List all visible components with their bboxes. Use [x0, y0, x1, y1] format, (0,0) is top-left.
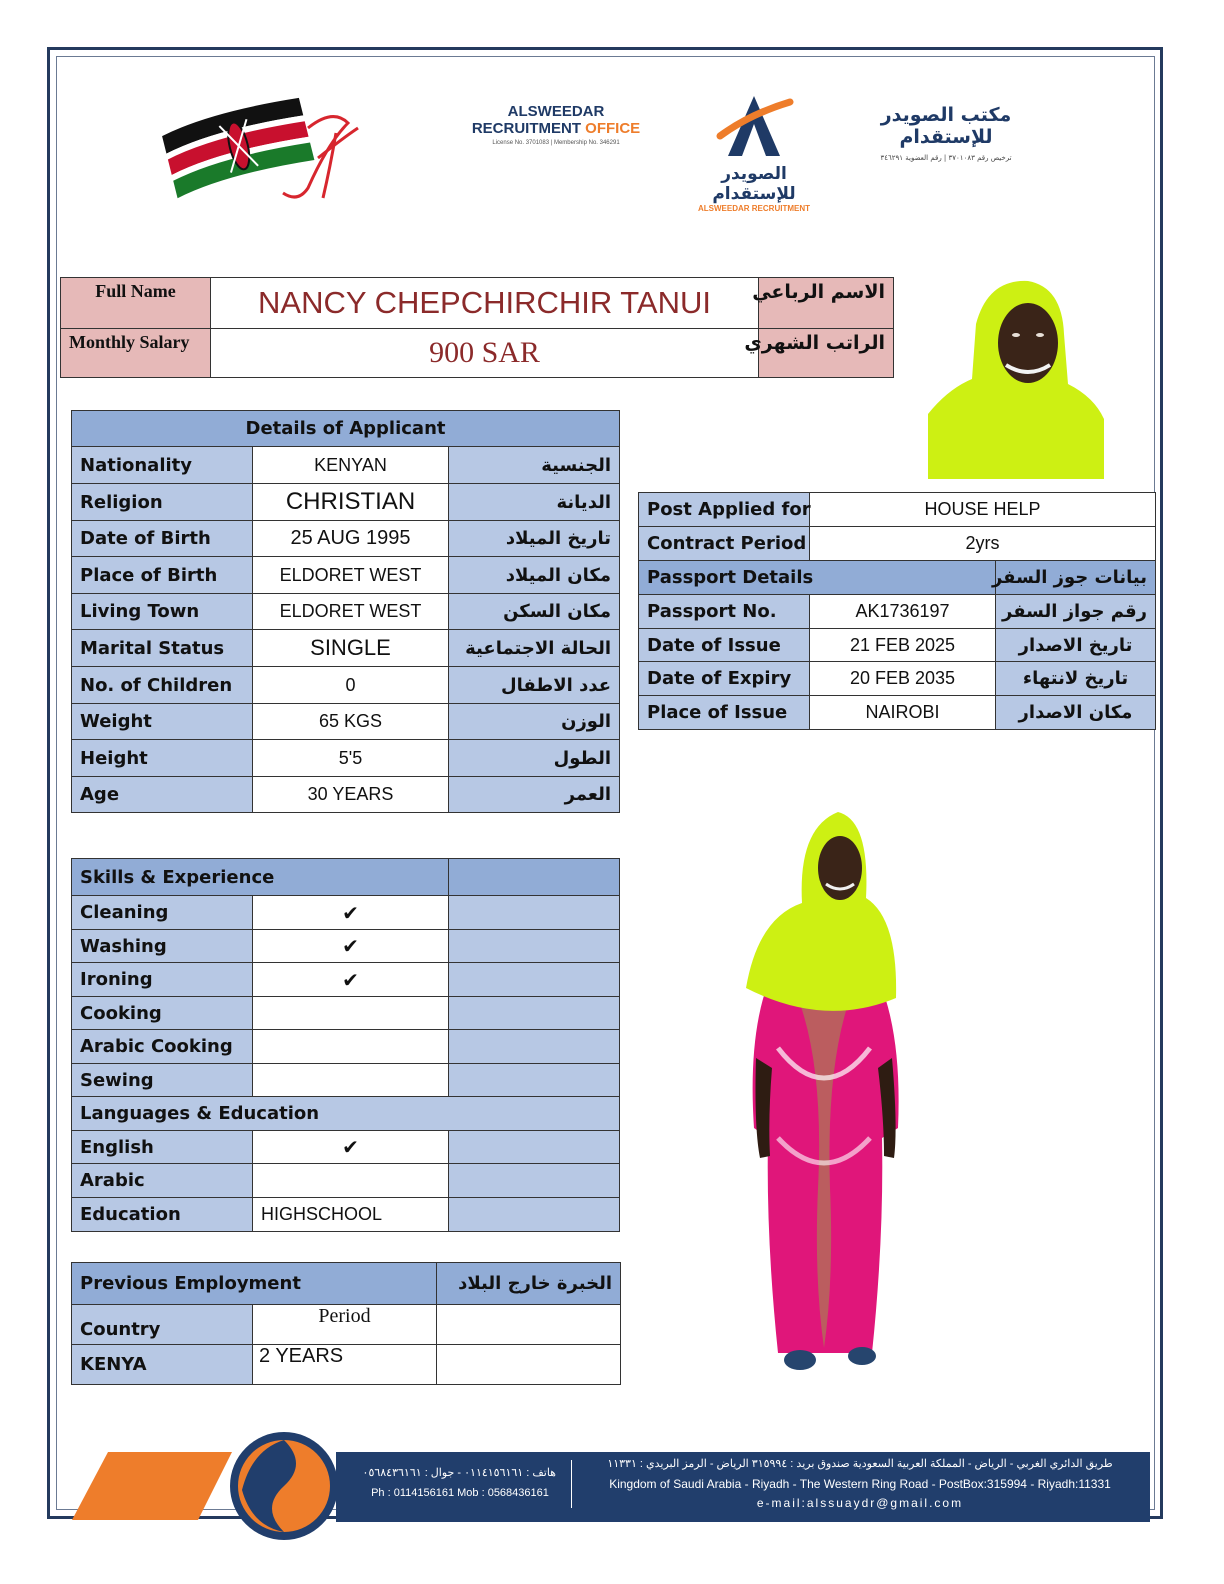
post-value: HOUSE HELP: [810, 493, 1156, 527]
skill-check: [253, 1064, 449, 1097]
salary-value: 900 SAR: [211, 329, 759, 378]
applicant-full-body-photo: [738, 808, 910, 1380]
employment-blank: [437, 1345, 621, 1385]
details-row: [72, 667, 620, 704]
footer-address-ar: طريق الدائري الغربي - الرياض - المملكة العربية السعودية صندوق بريد : ٣١٥٩٩٤ الرياض - الرمز البريدي : ١١٣٣١: [607, 1458, 1113, 1470]
logo-office: OFFICE: [585, 120, 641, 137]
employment-title-ar: الخبرة خارج البلاد: [437, 1263, 621, 1305]
footer-address-en: Kingdom of Saudi Arabia - Riyadh - The Western Ring Road - PostBox:315994 - Riyadh:11331: [609, 1477, 1111, 1491]
details-row: [72, 484, 620, 521]
skill-row: [72, 896, 620, 930]
skills-table: [71, 858, 620, 1232]
footer-email[interactable]: e-mail:alssuaydr@gmail.com: [756, 1496, 964, 1510]
skill-check: [253, 997, 449, 1030]
row-label: Height: [72, 740, 253, 777]
footer-phone-ar: هاتف : ٠١١٤١٥٦١٦١ - جوال : ٠٥٦٨٤٣٦١٦١: [362, 1467, 556, 1479]
details-row: [72, 521, 620, 557]
skill-row: [72, 997, 620, 1030]
row-label: Date of Birth: [72, 521, 253, 557]
row-ar: الوزن: [449, 704, 620, 740]
row-value: ELDORET WEST: [253, 557, 449, 594]
alsweedar-center-logo: [684, 92, 824, 213]
skill-check: ✔: [253, 930, 449, 963]
right-logo-sub: ترخيص رقم ٣٧٠١٠٨٣ | رقم العضوية ٣٤٦٢٩١: [880, 154, 1012, 162]
employment-blank: [437, 1305, 621, 1345]
row-value: 65 KGS: [253, 704, 449, 740]
row-value: 25 AUG 1995: [253, 521, 449, 557]
passport-title: Passport Details: [639, 561, 996, 595]
row-ar: رقم جواز السفر: [996, 595, 1156, 629]
row-label: Date of Expiry: [639, 662, 810, 696]
details-row: [72, 447, 620, 484]
details-row: [72, 777, 620, 813]
skill-label: Washing: [72, 930, 253, 963]
skill-label: Cleaning: [72, 896, 253, 930]
row-value: 20 FEB 2035: [810, 662, 996, 696]
education-blank: [449, 1198, 620, 1232]
period-col-label: Period: [253, 1305, 437, 1345]
logo-line2: [468, 120, 644, 137]
education-row: [72, 1198, 620, 1232]
language-label: Arabic: [72, 1164, 253, 1198]
row-label: Age: [72, 777, 253, 813]
details-row: [72, 740, 620, 777]
row-ar: تاريخ الاصدار: [996, 629, 1156, 662]
contract-value: 2yrs: [810, 527, 1156, 561]
row-ar: الديانة: [449, 484, 620, 521]
country-col-label: Country: [72, 1305, 253, 1345]
passport-row: [639, 629, 1156, 662]
employment-period: 2 YEARS: [253, 1345, 437, 1385]
post-label: Post Applied for: [639, 493, 810, 527]
row-label: Place of Birth: [72, 557, 253, 594]
skill-label: Ironing: [72, 963, 253, 997]
name-salary-table: [60, 277, 894, 378]
row-ar: العمر: [449, 777, 620, 813]
skill-row: [72, 1064, 620, 1097]
row-label: Living Town: [72, 594, 253, 630]
center-logo-en: ALSWEEDAR RECRUITMENT: [698, 204, 810, 213]
row-ar: مكان الاصدار: [996, 696, 1156, 730]
passport-row: [639, 662, 1156, 696]
a-letter-icon: [714, 92, 794, 160]
details-title: Details of Applicant: [72, 411, 620, 447]
language-row: [72, 1131, 620, 1164]
row-label: Nationality: [72, 447, 253, 484]
education-label: Education: [72, 1198, 253, 1232]
row-ar: تاريخ الميلاد: [449, 521, 620, 557]
passport-row: [639, 696, 1156, 730]
alsweedar-text-logo: [468, 103, 644, 146]
row-value: 30 YEARS: [253, 777, 449, 813]
row-label: Place of Issue: [639, 696, 810, 730]
skill-label: Cooking: [72, 997, 253, 1030]
skill-check: ✔: [253, 963, 449, 997]
row-label: No. of Children: [72, 667, 253, 704]
row-value: ELDORET WEST: [253, 594, 449, 630]
row-ar: مكان السكن: [449, 594, 620, 630]
skill-row: [72, 930, 620, 963]
row-value: 21 FEB 2025: [810, 629, 996, 662]
skill-blank: [449, 1064, 620, 1097]
row-value: 0: [253, 667, 449, 704]
employment-table: [71, 1262, 621, 1385]
employment-title: Previous Employment: [72, 1263, 437, 1305]
applicant-headshot-photo: [928, 279, 1104, 479]
language-label: English: [72, 1131, 253, 1164]
footer-orange-emblem: [72, 1430, 346, 1542]
skills-title-blank: [449, 859, 620, 896]
center-logo-ar: الصويدر للإستقدام: [712, 164, 796, 204]
salary-label: Monthly Salary: [61, 329, 211, 378]
row-ar: عدد الاطفال: [449, 667, 620, 704]
skill-check: ✔: [253, 896, 449, 930]
row-value: 5'5: [253, 740, 449, 777]
skill-blank: [449, 997, 620, 1030]
row-label: Religion: [72, 484, 253, 521]
logo-sub: License No. 3701083 | Membership No. 346291: [492, 140, 620, 146]
skills-title: Skills & Experience: [72, 859, 449, 896]
arabic-text-logo: [848, 104, 1044, 162]
details-row: [72, 557, 620, 594]
language-row: [72, 1164, 620, 1198]
skill-blank: [449, 963, 620, 997]
skill-blank: [449, 930, 620, 963]
row-ar: الطول: [449, 740, 620, 777]
skill-label: Arabic Cooking: [72, 1030, 253, 1064]
languages-title: Languages & Education: [72, 1097, 620, 1131]
row-label: Marital Status: [72, 630, 253, 667]
row-ar: الجنسية: [449, 447, 620, 484]
post-passport-table: [638, 492, 1156, 730]
logo-recruitment: RECRUITMENT: [471, 120, 581, 137]
skill-blank: [449, 1030, 620, 1064]
skill-row: [72, 963, 620, 997]
education-value: HIGHSCHOOL: [253, 1198, 449, 1232]
language-blank: [449, 1164, 620, 1198]
row-label: Date of Issue: [639, 629, 810, 662]
row-value: KENYAN: [253, 447, 449, 484]
skill-row: [72, 1030, 620, 1064]
language-check: [253, 1164, 449, 1198]
logo-line1: ALSWEEDAR: [507, 103, 605, 120]
full-name-label: Full Name: [61, 278, 211, 329]
row-label: Passport No.: [639, 595, 810, 629]
row-value: AK1736197: [810, 595, 996, 629]
details-row: [72, 704, 620, 740]
contract-label: Contract Period: [639, 527, 810, 561]
right-logo-ar: مكتب الصويدر للإستقدام: [880, 104, 1012, 148]
details-row: [72, 630, 620, 667]
row-ar: الحالة الاجتماعية: [449, 630, 620, 667]
row-ar: تاريخ لانتهاء: [996, 662, 1156, 696]
passport-title-ar: بيانات جوز السفر: [996, 561, 1156, 595]
salary-ar: الراتب الشهري: [759, 329, 894, 378]
skill-check: [253, 1030, 449, 1064]
details-row: [72, 594, 620, 630]
employment-country: KENYA: [72, 1345, 253, 1385]
row-value: SINGLE: [253, 630, 449, 667]
row-value: NAIROBI: [810, 696, 996, 730]
row-value: CHRISTIAN: [253, 484, 449, 521]
kenya-flag-logo: [158, 88, 368, 206]
row-ar: مكان الميلاد: [449, 557, 620, 594]
full-name-ar: الاسم الرباعي: [759, 278, 894, 329]
footer-phone-en: Ph : 0114156161 Mob : 0568436161: [371, 1487, 549, 1499]
passport-row: [639, 595, 1156, 629]
footer-divider: [571, 1460, 572, 1508]
full-name-value: NANCY CHEPCHIRCHIR TANUI: [211, 278, 759, 329]
skill-blank: [449, 896, 620, 930]
language-blank: [449, 1131, 620, 1164]
skill-label: Sewing: [72, 1064, 253, 1097]
details-table: [71, 410, 620, 813]
row-label: Weight: [72, 704, 253, 740]
language-check: ✔: [253, 1131, 449, 1164]
